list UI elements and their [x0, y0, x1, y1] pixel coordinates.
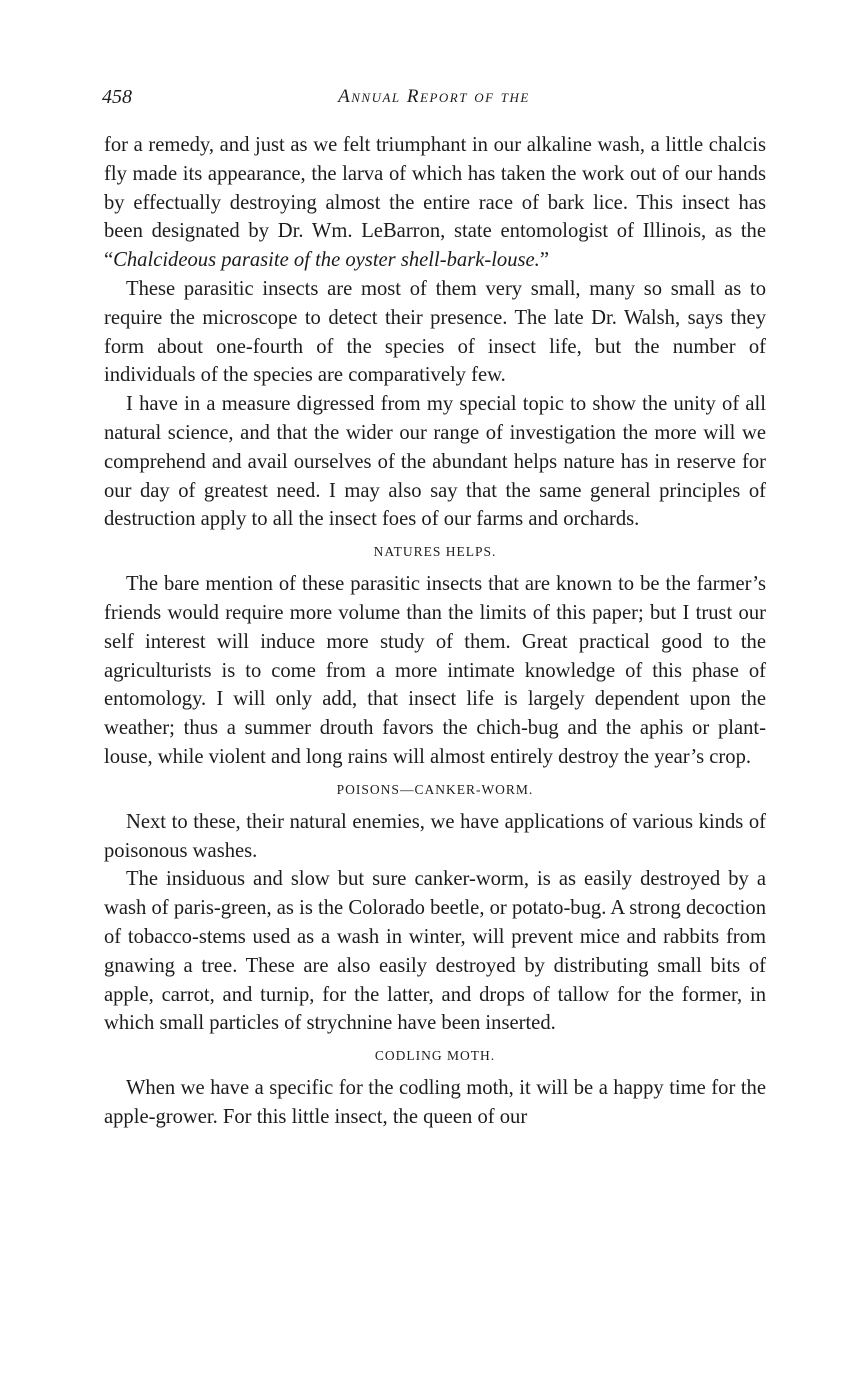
paragraph-text: for a remedy, and just as we felt triumphant in our alkaline wash, a little chalcis fly made its appearance, the larva of which has taken the work out of our hands by effectually destroying almost the entire race of bark lice. This insect has been designated by Dr. Wm. LeBarron, state entomologist of Illinois, as the “	[104, 134, 766, 272]
italic-quote: Chalcideous parasite of the oyster shell-bark-louse.	[113, 249, 540, 272]
paragraph	[104, 131, 766, 275]
paragraph: These parasitic insects are most of them very small, many so small as to require the microscope to detect their presence. The late Dr. Walsh, says they form about one-fourth of the species of insect life, but the number of individuals of the species are comparatively few.	[104, 277, 766, 387]
paragraph: The insiduous and slow but sure canker-worm, is as easily destroyed by a wash of paris-green, as is the Colorado beetle, or potato-bug. A strong decoction of tobacco-stems used as a wash in winter, will prevent mice and rabbits from gnawing a tree. These are also easily destroyed by distributing small bits of apple, carrot, and turnip, for the latter, and drops of tallow for the former, in which small particles of strychnine have been inserted.	[104, 868, 766, 1035]
running-title: Annual Report of the	[338, 86, 530, 107]
paragraph: Next to these, their natural enemies, we have applications of various kinds of poisonous washes.	[104, 810, 766, 862]
section-heading: NATURES HELPS.	[373, 544, 497, 560]
page-header	[102, 86, 766, 116]
page-body	[104, 131, 766, 1132]
page-number: 458	[102, 86, 132, 108]
section-heading: CODLING MOTH.	[374, 1048, 496, 1064]
section-heading: POISONS—CANKER-WORM.	[336, 781, 534, 797]
paragraph: I have in a measure digressed from my special topic to show the unity of all natural science, and that the wider our range of investigation the more will we comprehend and avail ourselves of the abundant helps nature has in reserve for our day of greatest need. I may also say that the same general principles of destruction apply to all the insect foes of our farms and orchards.	[104, 393, 766, 531]
closing-quote: ”	[539, 249, 549, 272]
paragraph: When we have a specific for the codling moth, it will be a happy time for the apple-grower. For this little insect, the queen of our	[104, 1077, 766, 1128]
paragraph: The bare mention of these parasitic insects that are known to be the farmer’s friends would require more volume than the limits of this paper; but I trust our self interest will induce more study of them. Great practical good to the agriculturists is to come from a more intimate knowledge of this phase of entomology. I will only add, that insect life is largely dependent upon the weather; thus a summer drouth favors the chich-bug and the aphis or plant-louse, while violent and long rains will almost entirely destroy the year’s crop.	[104, 573, 766, 768]
